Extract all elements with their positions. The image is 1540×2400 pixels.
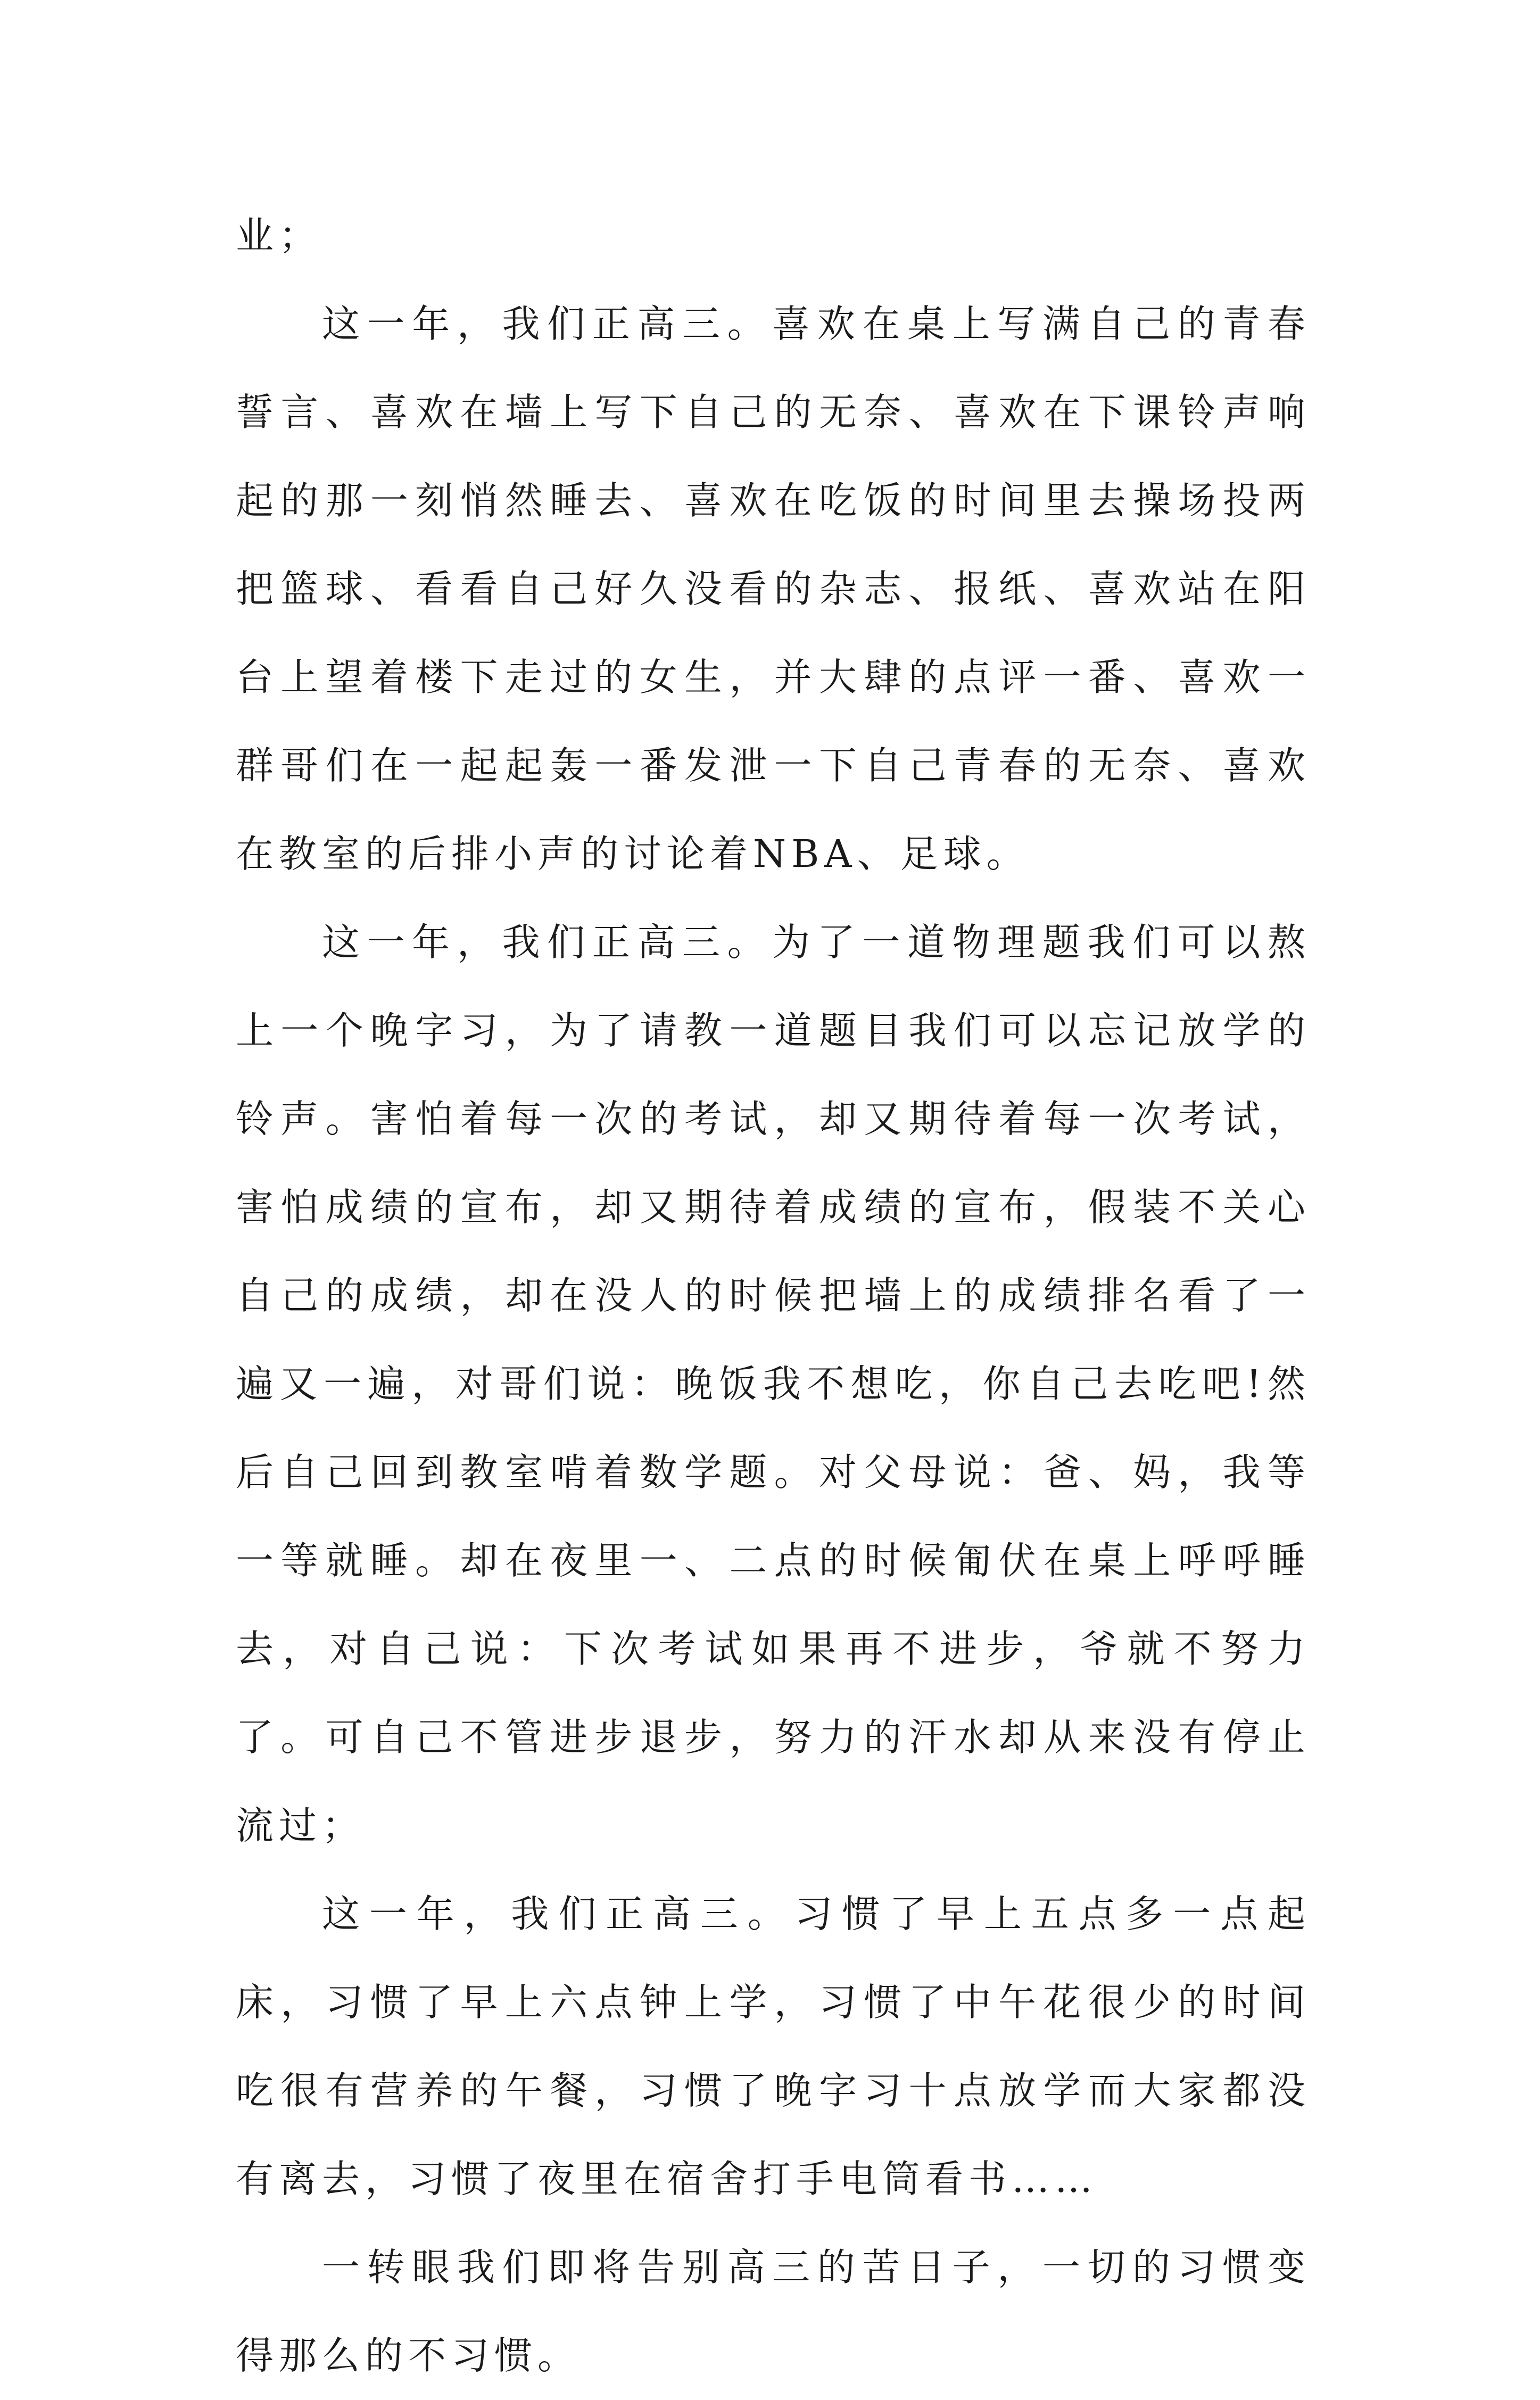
paragraph-habits: 这一年，我们正高三。习惯了早上五点多一点起床，习惯了早上六点钟上学，习惯了中午花很少的时间吃很有营养的午餐，习惯了晚字习十点放学而大家都没有离去，习惯了夜里在宿舍打手电筒看书…… [236,1892,1311,2201]
paragraph-continuation: 业； [236,213,322,258]
body-text [236,192,1311,2400]
paragraph-farewell: 一转眼我们即将告别高三的苦日子，一切的习惯变得那么的不习惯。 [236,2245,1311,2378]
paragraph-likes: 这一年，我们正高三。喜欢在桌上写满自己的青春誓言、喜欢在墙上写下自己的无奈、喜欢在下课铃声响起的那一刻悄然睡去、喜欢在吃饭的时间里去操场投两把篮球、看看自己好久没看的杂志、报纸、喜欢站在阳台上望着楼下走过的女生，并大肆的点评一番、喜欢一群哥们在一起起轰一番发泄一下自己青春的无奈、喜欢在教室的后排小声的讨论着NBA、足球。 [236,302,1311,876]
paragraph-study: 这一年，我们正高三。为了一道物理题我们可以熬上一个晚字习，为了请教一道题目我们可以忘记放学的铃声。害怕着每一次的考试，却又期待着每一次考试，害怕成绩的宣布，却又期待着成绩的宣布，假装不关心自己的成绩，却在没人的时候把墙上的成绩排名看了一遍又一遍，对哥们说：晚饭我不想吃，你自己去吃吧!然后自己回到教室啃着数学题。对父母说：爸、妈，我等一等就睡。却在夜里一、二点的时候匍伏在桌上呼呼睡去，对自己说：下次考试如果再不进步，爷就不努力了。可自己不管进步退步，努力的汗水却从来没有停止流过； [236,920,1311,1848]
